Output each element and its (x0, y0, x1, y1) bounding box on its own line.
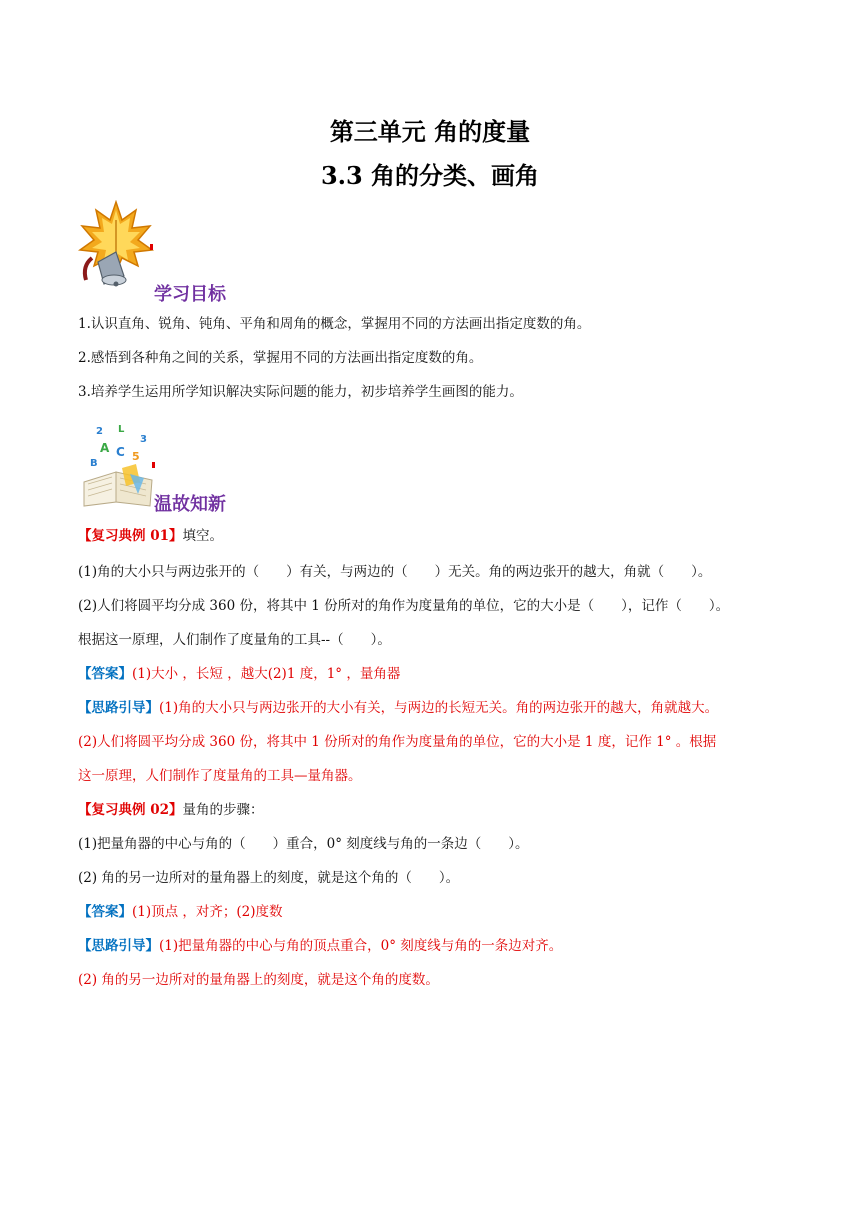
example-01-hint-2: (2)人们将圆平均分成 360 份，将其中 1 份所对的角作为度量角的单位，它的大小是 1 度，记作 1° 。根据 (78, 734, 717, 750)
open-book-letters-icon (78, 420, 158, 510)
answer-text: (1)顶点 ，对齐；(2)度数 (132, 904, 283, 920)
answer-text: (1)大小 ，长短 ，越大(2)1 度，1° ，量角器 (132, 666, 401, 682)
example-02-prompt: 量角的步骤： (182, 802, 264, 818)
example-02-hint-2: (2) 角的另一边所对的量角器上的刻度，就是这个角的度数。 (78, 972, 439, 988)
svg-text:B: B (90, 458, 98, 469)
goal-item: 1.认识直角、锐角、钝角、平角和周角的概念，掌握用不同的方法画出指定度数的角。 (78, 316, 591, 332)
example-01-header (78, 526, 798, 546)
example-01-prompt: 填空。 (182, 528, 223, 544)
example-01-question-2: (2)人们将圆平均分成 360 份，将其中 1 份所对的角作为度量角的单位，它的大小是（ ），记作（ ）。 (78, 598, 730, 614)
hint-tag: 【思路引导】 (78, 700, 159, 716)
example-02-answer (78, 902, 798, 922)
page-subtitle: 3.3 角的分类、画角 (320, 161, 540, 190)
example-01-question-1: (1)角的大小只与两边张开的（ ）有关，与两边的（ ）无关。角的两边张开的越大，角就（ ）。 (78, 564, 712, 580)
hint-text: (1)把量角器的中心与角的顶点重合，0° 刻度线与角的一条边对齐。 (159, 938, 563, 954)
example-02-hint-1 (78, 936, 798, 956)
example-02-question-2: (2) 角的另一边所对的量角器上的刻度，就是这个角的（ ）。 (78, 870, 460, 886)
example-02-tag: 【复习典例 02】 (78, 802, 183, 818)
svg-text:L: L (118, 424, 125, 435)
hint-tag: 【思路引导】 (78, 938, 159, 954)
example-01-tag: 【复习典例 01】 (78, 528, 183, 544)
goal-item: 3.培养学生运用所学知识解决实际问题的能力，初步培养学生画图的能力。 (78, 384, 523, 400)
page-title: 第三单元 角的度量 (329, 117, 531, 146)
example-01-hint-1 (78, 698, 798, 718)
maple-leaf-bell-icon (76, 200, 156, 292)
svg-text:5: 5 (132, 450, 140, 463)
answer-tag: 【答案】 (78, 666, 132, 682)
hint-text: (1)角的大小只与两边张开的大小有关，与两边的长短无关。角的两边张开的越大，角就越大。 (159, 700, 719, 716)
answer-tag: 【答案】 (78, 904, 132, 920)
example-02-header (78, 800, 798, 820)
svg-text:A: A (100, 441, 110, 455)
svg-text:3: 3 (140, 434, 147, 445)
section-heading-goals: 学习目标 (154, 284, 226, 305)
svg-text:2: 2 (96, 426, 103, 437)
svg-text:C: C (116, 445, 125, 459)
example-01-answer (78, 664, 798, 684)
goal-item: 2.感悟到各种角之间的关系，掌握用不同的方法画出指定度数的角。 (78, 350, 483, 366)
example-02-question-1: (1)把量角器的中心与角的（ ）重合，0° 刻度线与角的一条边（ ）。 (78, 836, 529, 852)
example-01-question-3: 根据这一原理，人们制作了度量角的工具--（ ）。 (78, 632, 391, 648)
example-01-hint-3: 这一原理，人们制作了度量角的工具—量角器。 (78, 768, 362, 784)
section-heading-review: 温故知新 (154, 494, 226, 515)
